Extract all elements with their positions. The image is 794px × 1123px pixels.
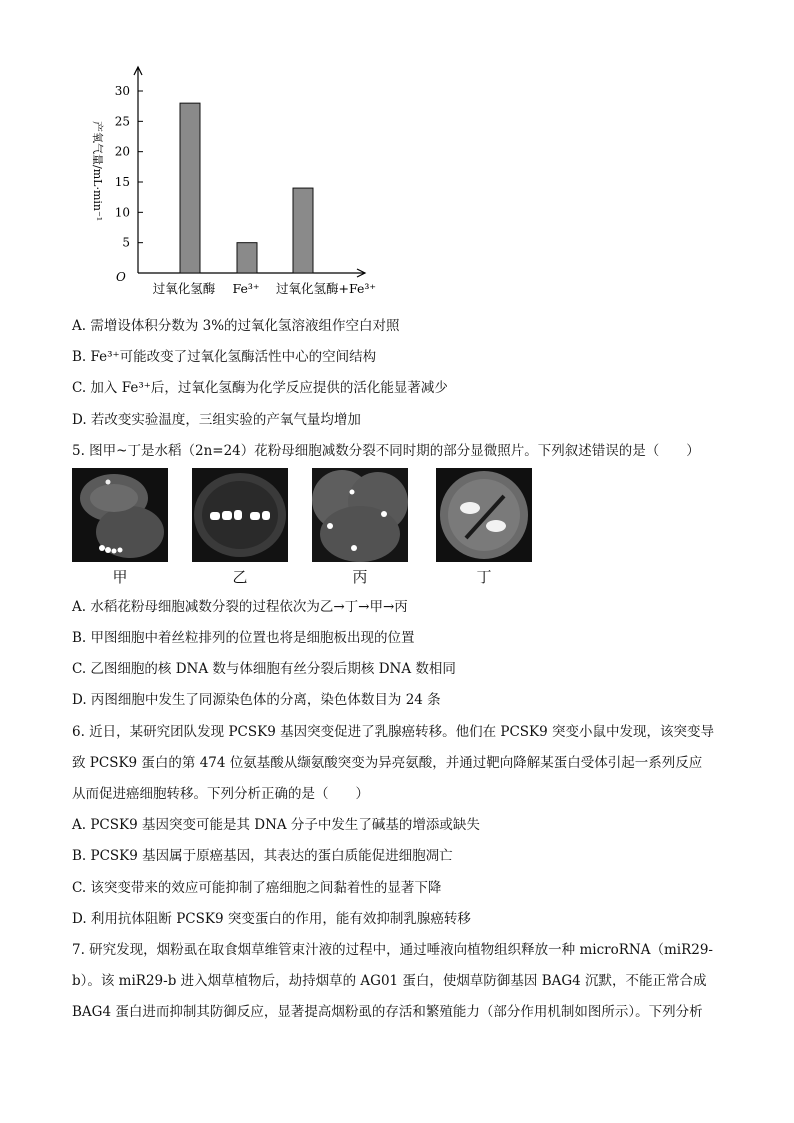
q6-option-d: D. 利用抗体阻断 PCSK9 突变蛋白的作用，能有效抑制乳腺癌转移	[72, 911, 471, 927]
micrograph-yi	[192, 468, 288, 562]
photo-label-bing: 丙	[352, 568, 368, 586]
y-tick-label: 15	[114, 175, 130, 189]
y-tick-label: 30	[114, 84, 130, 98]
q7-stem-line-1: 7. 研究发现，烟粉虱在取食烟草维管束汁液的过程中，通过唾液向植物组织释放一种 microRNA（miR29-	[72, 942, 713, 958]
micrograph-ding	[436, 468, 532, 562]
bar-chart	[80, 55, 400, 305]
q5-option-b: B. 甲图细胞中着丝粒排列的位置也将是细胞板出现的位置	[72, 630, 415, 646]
q6-option-b: B. PCSK9 基因属于原癌基因，其表达的蛋白质能促进细胞凋亡	[72, 848, 453, 864]
photo-label-yi: 乙	[232, 568, 248, 586]
q7-stem-line-3: BAG4 蛋白进而抑制其防御反应，显著提高烟粉虱的存活和繁殖能力（部分作用机制如图所示）。下列分析	[72, 1004, 703, 1020]
micrograph-jia	[72, 468, 168, 562]
q6-option-c: C. 该突变带来的效应可能抑制了癌细胞之间黏着性的显著下降	[72, 880, 442, 896]
photo-label-jia: 甲	[112, 568, 128, 586]
q5-option-a: A. 水稻花粉母细胞减数分裂的过程依次为乙→丁→甲→丙	[72, 599, 408, 615]
q4-option-d: D. 若改变实验温度，三组实验的产氧气量均增加	[72, 412, 361, 428]
y-axis-label: 产氧气量/mL·min⁻¹	[91, 121, 104, 222]
q5-option-c: C. 乙图细胞的核 DNA 数与体细胞有丝分裂后期核 DNA 数相同	[72, 661, 456, 677]
bar-chart-svg	[80, 55, 400, 305]
photo-label-ding: 丁	[476, 568, 492, 586]
x-category-label: 过氧化氢酶	[152, 281, 216, 296]
q7-stem-line-2: b）。该 miR29-b 进入烟草植物后，劫持烟草的 AG01 蛋白，使烟草防御基因 BAG4 沉默，不能正常合成	[72, 973, 707, 989]
micrograph-bing	[312, 468, 408, 562]
q6-stem-line-1: 6. 近日，某研究团队发现 PCSK9 基因突变促进了乳腺癌转移。他们在 PCSK9 突变小鼠中发现，该突变导	[72, 724, 715, 740]
y-tick-label: 10	[114, 205, 130, 220]
q5-option-d: D. 丙图细胞中发生了同源染色体的分离，染色体数目为 24 条	[72, 692, 441, 708]
q4-option-a: A. 需增设体积分数为 3%的过氧化氢溶液组作空白对照	[72, 318, 400, 334]
q6-option-a: A. PCSK9 基因突变可能是其 DNA 分子中发生了碱基的增添或缺失	[72, 817, 480, 833]
q5-stem: 5. 图甲~丁是水稻（2n=24）花粉母细胞减数分裂不同时期的部分显微照片。下列叙述错误的是（ ）	[72, 443, 700, 459]
bar	[293, 188, 313, 273]
q4-option-b: B. Fe³⁺可能改变了过氧化氢酶活性中心的空间结构	[72, 349, 377, 365]
y-tick-label: 20	[114, 144, 130, 159]
bar	[237, 243, 257, 273]
q4-option-c: C. 加入 Fe³⁺后，过氧化氢酶为化学反应提供的活化能显著减少	[72, 380, 448, 396]
q6-stem-line-2: 致 PCSK9 蛋白的第 474 位氨基酸从缬氨酸突变为异亮氨酸，并通过靶向降解某蛋白受体引起一系列反应	[72, 755, 703, 771]
bar	[180, 103, 200, 273]
x-category-label: 过氧化氢酶+Fe³⁺	[276, 281, 376, 296]
y-tick-label: 25	[114, 114, 130, 129]
y-tick-label: 5	[122, 235, 130, 250]
x-category-label: Fe³⁺	[232, 281, 260, 296]
q6-stem-line-3: 从而促进癌细胞转移。下列分析正确的是（ ）	[72, 786, 369, 802]
origin-label: O	[116, 270, 126, 284]
